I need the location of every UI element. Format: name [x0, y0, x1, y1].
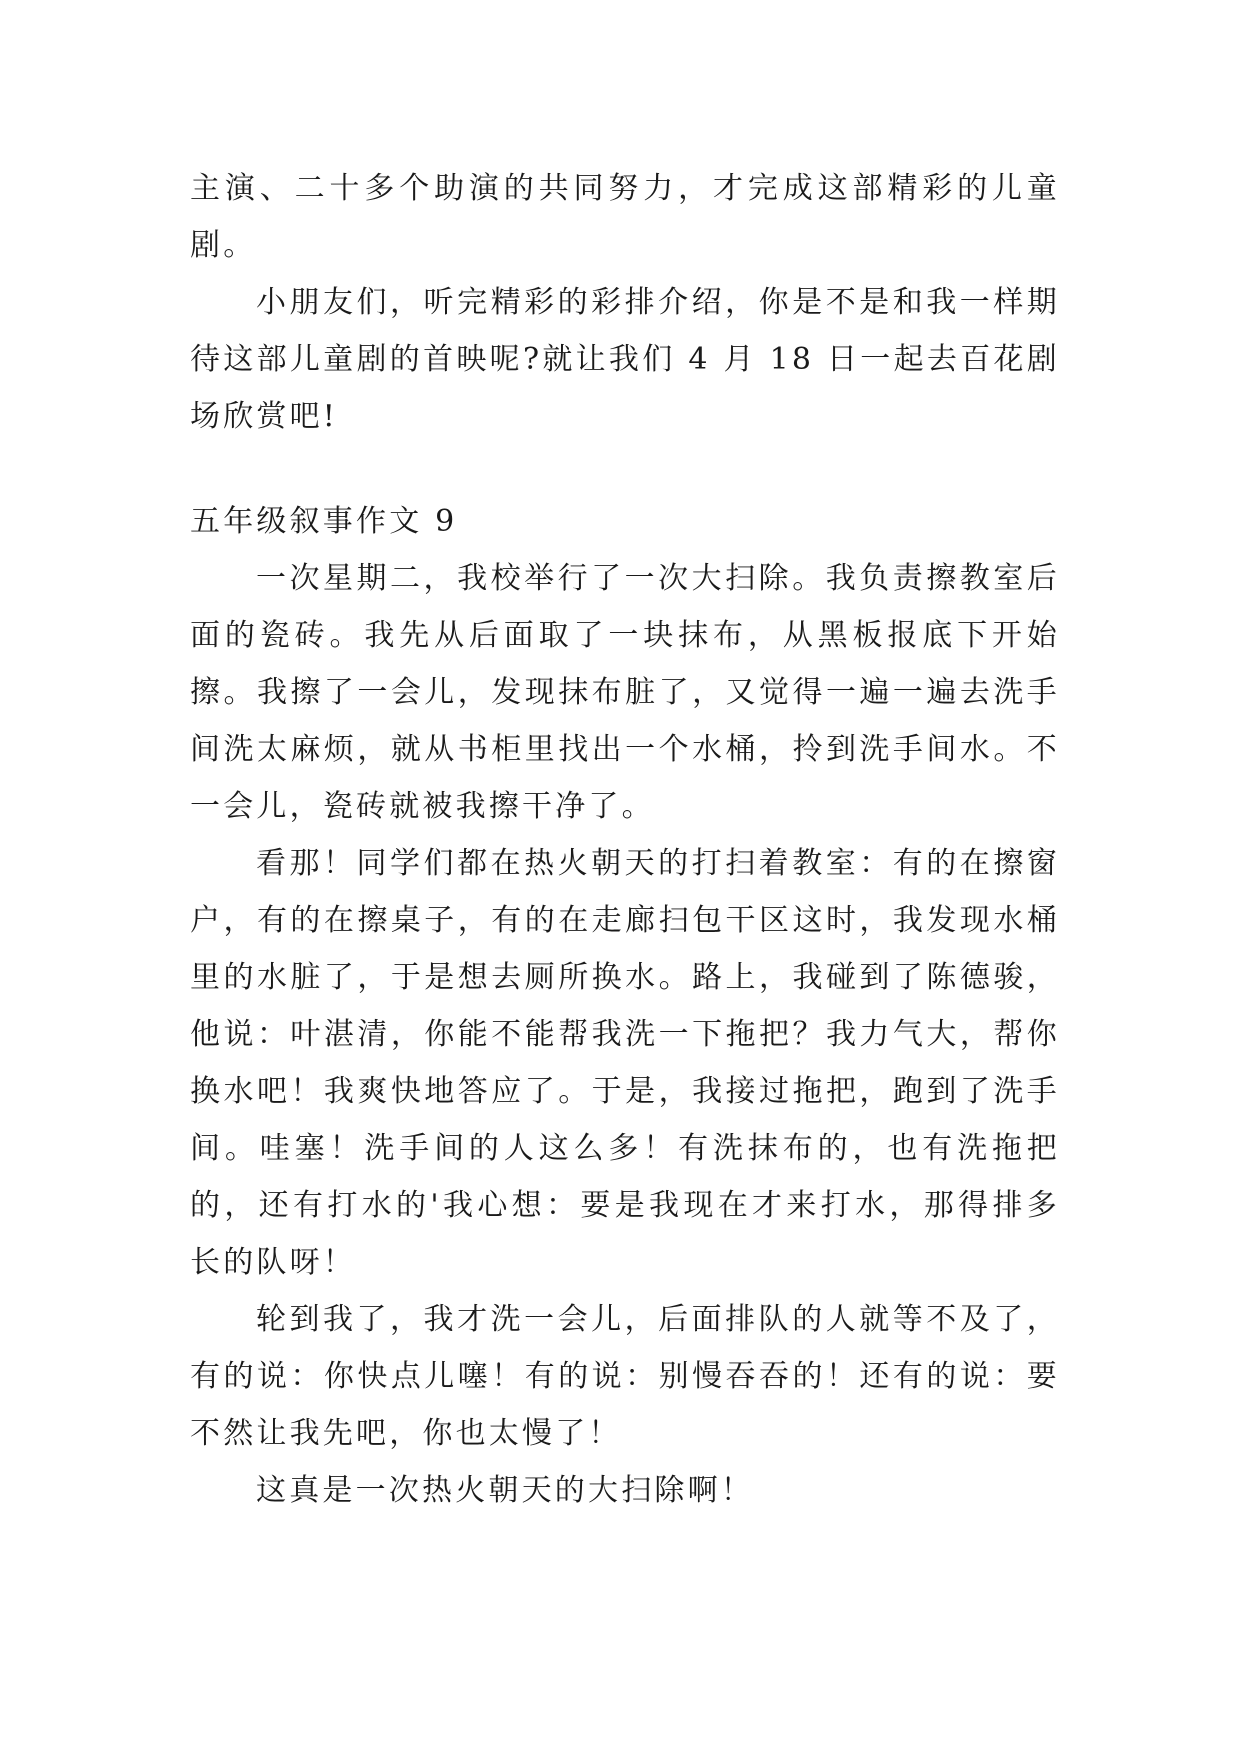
document-body [190, 160, 1060, 1519]
section-heading: 五年级叙事作文 9 [190, 504, 458, 539]
paragraph: 轮到我了，我才洗一会儿，后面排队的人就等不及了，有的说：你快点儿噻！有的说：别慢吞吞的！还有的说：要不然让我先吧，你也太慢了！ [190, 1302, 1060, 1451]
paragraph: 这真是一次热火朝天的大扫除啊！ [256, 1473, 754, 1508]
paragraph: 一次星期二，我校举行了一次大扫除。我负责擦教室后面的瓷砖。我先从后面取了一块抹布，从黑板报底下开始擦。我擦了一会儿，发现抹布脏了，又觉得一遍一遍去洗手间洗太麻烦，就从书柜里找出一个水桶，拎到洗手间水。不一会儿，瓷砖就被我擦干净了。 [190, 561, 1060, 824]
paragraph-closing: 小朋友们，听完精彩的彩排介绍，你是不是和我一样期待这部儿童剧的首映呢?就让我们 4 月 18 日一起去百花剧场欣赏吧! [190, 285, 1060, 434]
paragraph: 看那！同学们都在热火朝天的打扫着教室：有的在擦窗户，有的在擦桌子，有的在走廊扫包干区这时，我发现水桶里的水脏了，于是想去厕所换水。路上，我碰到了陈德骏，他说：叶湛清，你能不能帮我洗一下拖把？我力气大，帮你换水吧！我爽快地答应了。于是，我接过拖把，跑到了洗手间。哇塞！洗手间的人这么多！有洗抹布的，也有洗拖把的，还有打水的'我心想：要是我现在才来打水，那得排多长的队呀！ [190, 846, 1060, 1280]
paragraph-continuation: 主演、二十多个助演的共同努力，才完成这部精彩的儿童剧。 [190, 171, 1060, 263]
